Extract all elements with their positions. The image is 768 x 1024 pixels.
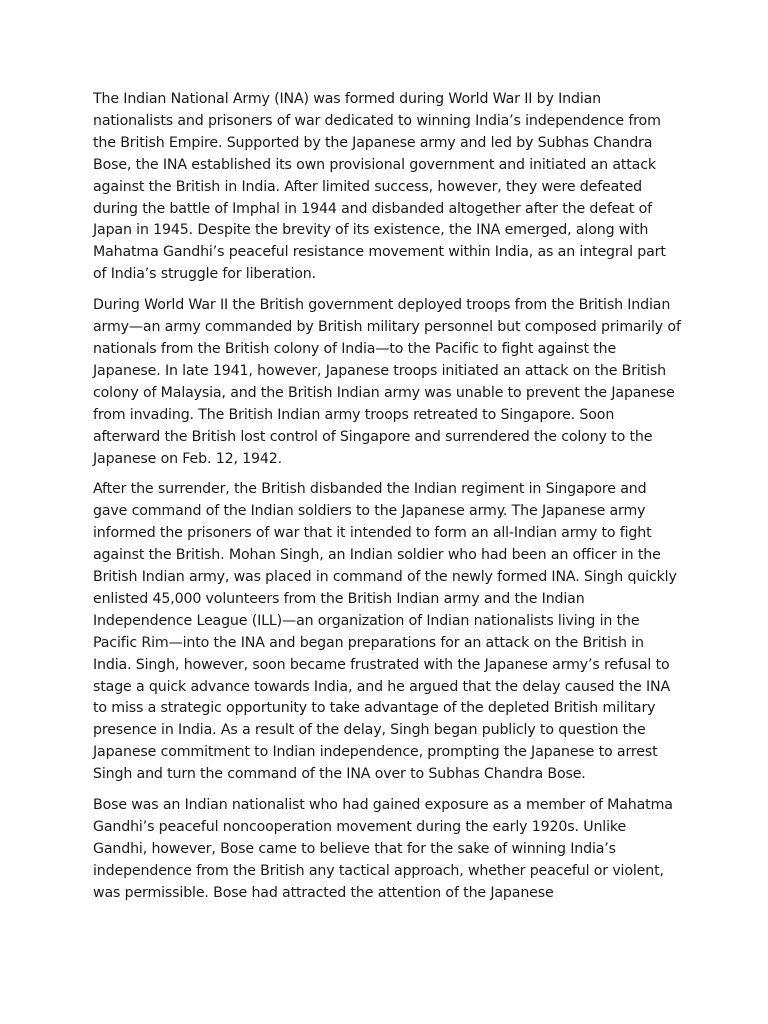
paragraph-4: Bose was an Indian nationalist who had gained exposure as a member of Mahatma Gandhi’s peaceful noncooperation movement during the early 1920s. Unlike Gandhi, however, Bose came to believe that for the sake of winning India’s independence from the British any tactical approach, whether peaceful or violent, was permissible. Bose had attracted the attention of the Japanese	[93, 797, 673, 901]
document-body	[93, 89, 683, 914]
paragraph-2: During World War II the British government deployed troops from the British Indian army—an army commanded by British military personnel but composed primarily of nationals from the British colony of India—to the Pacific to fight against the Japanese. In late 1941, however, Japanese troops initiated an attack on the British colony of Malaysia, and the British Indian army was unable to prevent the Japanese from invading. The British Indian army troops retreated to Singapore. Soon afterward the British lost control of Singapore and surrendered the colony to the Japanese on Feb. 12, 1942.	[93, 297, 681, 467]
paragraph-1: The Indian National Army (INA) was formed during World War II by Indian nationalists and prisoners of war dedicated to winning India’s independence from the British Empire. Supported by the Japanese army and led by Subhas Chandra Bose, the INA established its own provisional government and initiated an attack against the British in India. After limited success, however, they were defeated during the battle of Imphal in 1944 and disbanded altogether after the defeat of Japan in 1945. Despite the brevity of its existence, the INA emerged, along with Mahatma Gandhi’s peaceful resistance movement within India, as an integral part of India’s struggle for liberation.	[93, 91, 666, 283]
paragraph-3: After the surrender, the British disbanded the Indian regiment in Singapore and gave command of the Indian soldiers to the Japanese army. The Japanese army informed the prisoners of war that it intended to form an all-Indian army to fight against the British. Mohan Singh, an Indian soldier who had been an officer in the British Indian army, was placed in command of the newly formed INA. Singh quickly enlisted 45,000 volunteers from the British Indian army and the Indian Independence League (ILL)—an organization of Indian nationalists living in the Pacific Rim—into the INA and began preparations for an attack on the British in India. Singh, however, soon became frustrated with the Japanese army’s refusal to stage a quick advance towards India, and he argued that the delay caused the INA to miss a strategic opportunity to take advantage of the depleted British military presence in India. As a result of the delay, Singh began publicly to question the Japanese commitment to Indian independence, prompting the Japanese to arrest Singh and turn the command of the INA over to Subhas Chandra Bose.	[93, 481, 677, 783]
